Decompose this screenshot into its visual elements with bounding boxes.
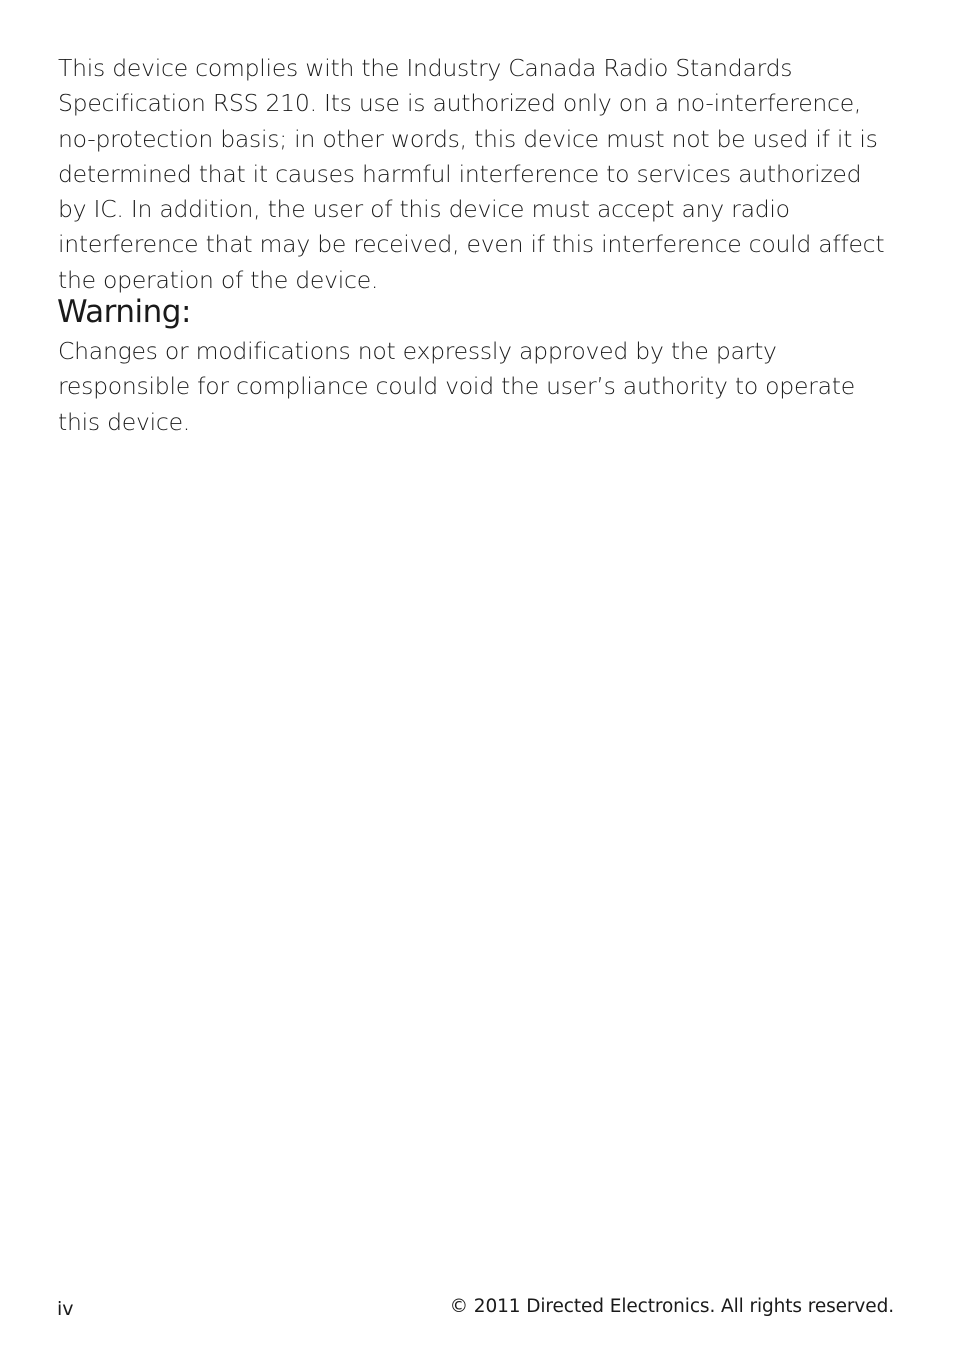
industry-canada-compliance-paragraph: This device complies with the Industry Canada Radio Standards Specification RSS 210. Its use is authorized only on a no-interference, no-protection basis; in other words, this device must not be used if it is determined that it causes harmful interference to services authorized by IC. In addition, the user of this device must accept any radio interference that may be received, even if this interference could affect the operation of the device. (58, 54, 885, 294)
copyright-notice: © 2011 Directed Electronics. All rights reserved. (449, 1296, 894, 1317)
page-number: iv (57, 1298, 74, 1320)
warning-paragraph: Changes or modifications not expressly approved by the party responsible for compliance could void the user’s authority to operate this device. (58, 337, 855, 436)
warning-heading: Warning: (57, 294, 191, 330)
